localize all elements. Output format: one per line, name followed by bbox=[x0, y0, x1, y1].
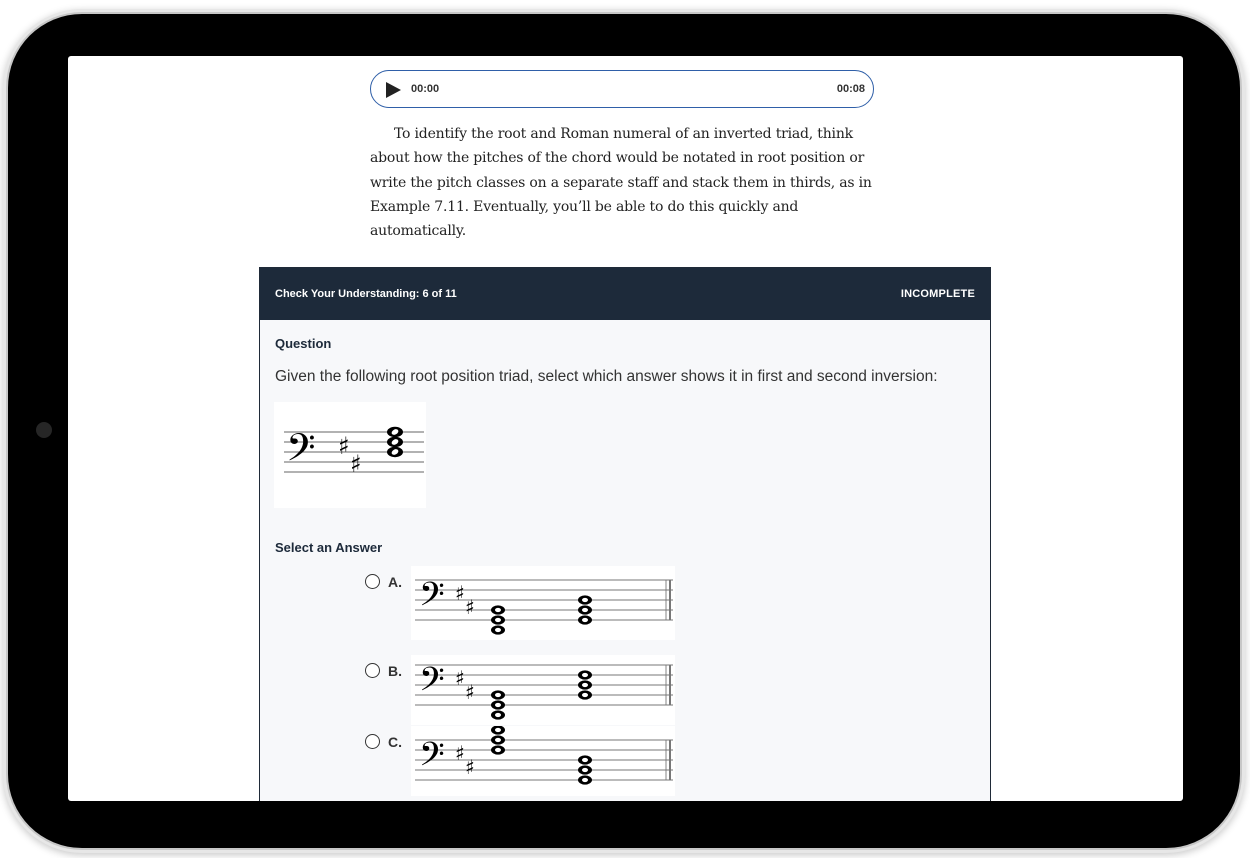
body-paragraph: To identify the root and Roman numeral of an inverted triad, think about how the pitches of the chord would be notated in root position or write the pitch classes on a separate staff and stack them in thirds, as in Example 7.11. Eventually, you’ll be able to do this quickly and automatically. bbox=[370, 126, 872, 240]
audio-duration: 00:08 bbox=[836, 83, 865, 95]
sharp-icon: ♯ bbox=[465, 595, 475, 619]
option-b-label: B. bbox=[388, 663, 402, 679]
status-badge: INCOMPLETE bbox=[900, 288, 975, 300]
option-c-radio[interactable] bbox=[365, 734, 380, 749]
svg-text:♯: ♯ bbox=[350, 450, 362, 478]
sharp-icon: ♯ bbox=[455, 741, 465, 765]
audio-player[interactable] bbox=[370, 70, 874, 108]
bass-clef-icon: 𝄢 bbox=[419, 736, 445, 782]
option-c-label: C. bbox=[388, 734, 402, 750]
bass-clef-icon: 𝄢 bbox=[419, 576, 445, 622]
svg-text:𝄢: 𝄢 bbox=[286, 425, 316, 479]
sharp-icon: ♯ bbox=[465, 755, 475, 779]
first-inversion-notes bbox=[491, 595, 592, 634]
play-icon[interactable] bbox=[386, 82, 401, 98]
option-b-notation bbox=[411, 655, 675, 725]
option-a-label: A. bbox=[388, 574, 402, 590]
sharp-icon: ♯ bbox=[465, 680, 475, 704]
sharp-icon bbox=[338, 432, 362, 478]
option-a[interactable] bbox=[365, 574, 685, 654]
question-text: Given the following root position triad, select which answer shows it in first and second inversion: bbox=[275, 368, 938, 385]
sharp-icon: ♯ bbox=[455, 666, 465, 690]
option-c-notation bbox=[411, 726, 675, 796]
option-a-radio[interactable] bbox=[365, 574, 380, 589]
camera-icon bbox=[36, 422, 52, 438]
option-c[interactable] bbox=[365, 734, 685, 801]
question-notation-image bbox=[274, 402, 426, 508]
option-b-radio[interactable] bbox=[365, 663, 380, 678]
bass-clef-icon bbox=[286, 425, 316, 479]
tablet-frame bbox=[8, 14, 1240, 848]
sharp-icon: ♯ bbox=[455, 581, 465, 605]
option-a-notation bbox=[411, 566, 675, 640]
svg-text:♯: ♯ bbox=[338, 432, 350, 460]
screen bbox=[68, 56, 1183, 801]
root-position-triad-staff bbox=[274, 402, 426, 508]
check-your-understanding bbox=[259, 267, 991, 801]
cyu-title: Check Your Understanding: 6 of 11 bbox=[275, 288, 457, 300]
answer-heading: Select an Answer bbox=[275, 540, 383, 555]
bass-clef-icon: 𝄢 bbox=[419, 661, 445, 707]
audio-current-time: 00:00 bbox=[411, 83, 440, 95]
question-heading: Question bbox=[275, 336, 332, 351]
cyu-header bbox=[260, 268, 990, 320]
